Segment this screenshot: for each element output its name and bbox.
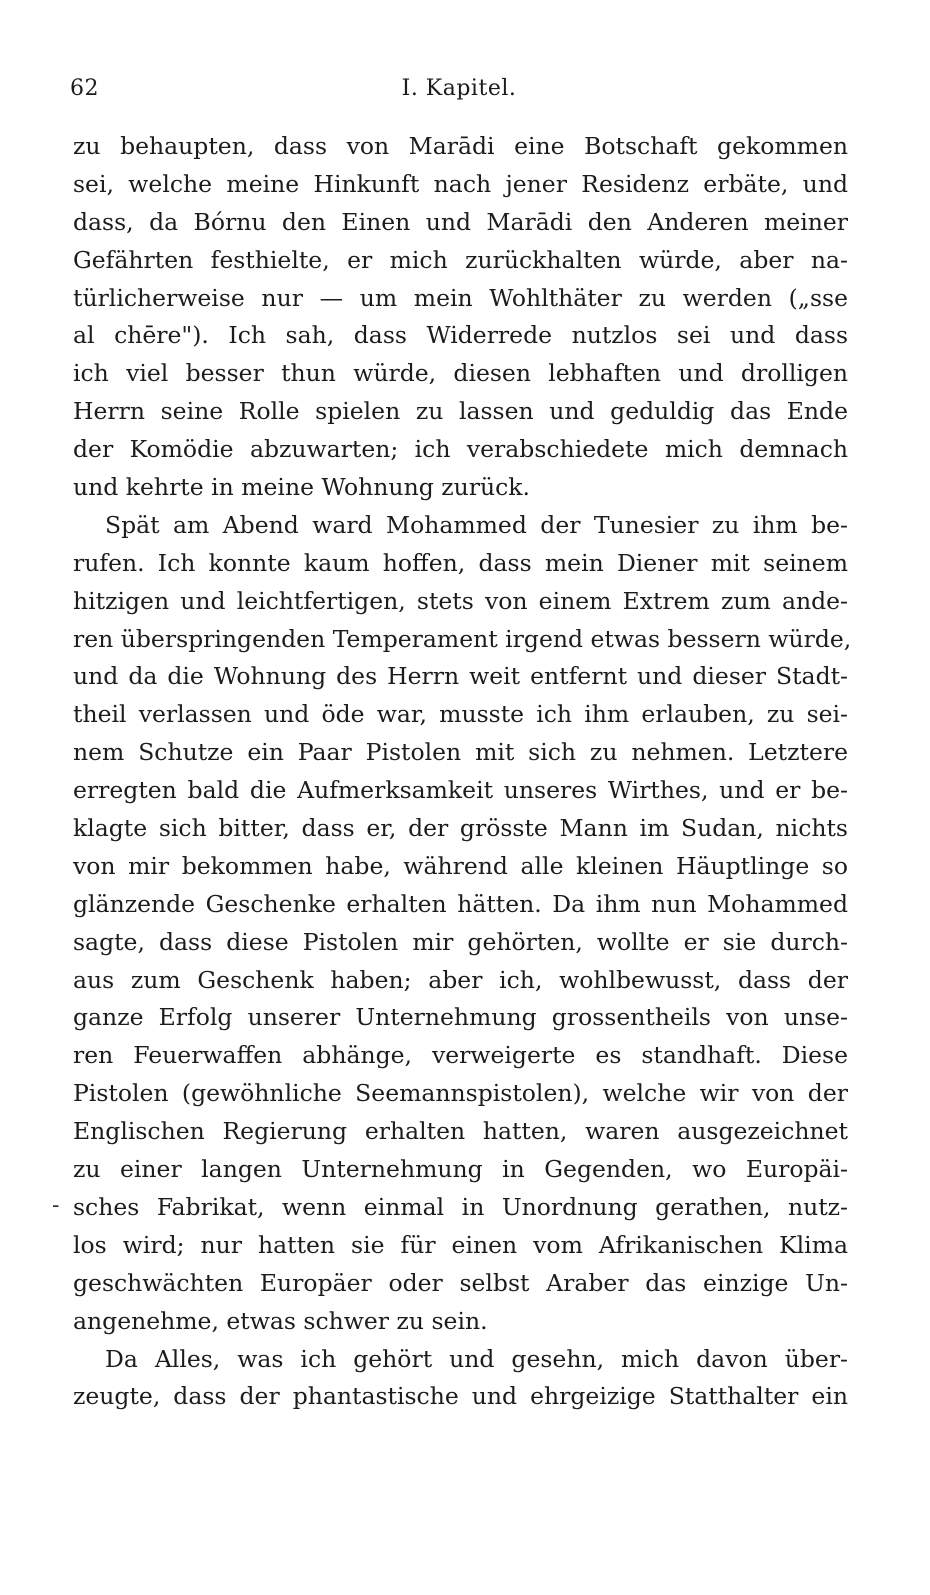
text-line: Da Alles, was ich gehört und gesehn, mich davon über-	[105, 1344, 848, 1373]
text-line: Spät am Abend ward Mohammed der Tunesier zu ihm be-	[105, 510, 848, 539]
text-line: türlicherweise nur — um mein Wohlthäter zu werden („sse	[73, 283, 848, 312]
text-line: sei, welche meine Hinkunft nach jener Residenz erbäte, und	[73, 169, 848, 198]
text-line: theil verlassen und öde war, musste ich ihm erlauben, zu sei-	[73, 700, 848, 729]
text-line: geschwächten Europäer oder selbst Araber das einzige Un-	[73, 1268, 848, 1297]
text-line: Pistolen (gewöhnliche Seemannspistolen), welche wir von der	[73, 1079, 848, 1108]
paragraph-3	[73, 1341, 848, 1417]
text-line: dass, da Bórnu den Einen und Marādi den Anderen meiner	[73, 207, 848, 236]
text-line: rufen. Ich konnte kaum hoffen, dass mein Diener mit seinem	[73, 548, 848, 577]
text-line: Gefährten festhielte, er mich zurückhalten würde, aber na-	[73, 245, 848, 274]
text-line: von mir bekommen habe, während alle kleinen Häuptlinge so	[73, 851, 848, 880]
paragraph-2	[73, 507, 852, 1341]
page-number: 62	[70, 76, 99, 101]
text-line: glänzende Geschenke erhalten hätten. Da ihm nun Mohammed	[73, 889, 848, 918]
text-line: aus zum Geschenk haben; aber ich, wohlbewusst, dass der	[73, 965, 848, 994]
text-line: los wird; nur hatten sie für einen vom Afrikanischen Klima	[73, 1230, 848, 1259]
text-line: ren überspringenden Temperament irgend etwas bessern würde,	[73, 624, 852, 653]
paragraph-1	[73, 128, 848, 507]
text-line: nem Schutze ein Paar Pistolen mit sich zu nehmen. Letztere	[73, 738, 848, 767]
text-line: zu behaupten, dass von Marādi eine Botschaft gekommen	[73, 132, 848, 160]
text-line: ich viel besser thun würde, diesen lebhaften und drolligen	[73, 359, 848, 388]
running-head	[70, 76, 848, 104]
text-line: klagte sich bitter, dass er, der grösste Mann im Sudan, nichts	[73, 814, 848, 843]
text-line: erregten bald die Aufmerksamkeit unseres Wirthes, und er be-	[73, 776, 848, 805]
text-line: zu einer langen Unternehmung in Gegenden, wo Europäi-	[73, 1155, 848, 1184]
text-line: und da die Wohnung des Herrn weit entfernt und dieser Stadt-	[73, 662, 848, 691]
text-line: sagte, dass diese Pistolen mir gehörten, wollte er sie durch-	[73, 927, 848, 956]
text-line: sches Fabrikat, wenn einmal in Unordnung gerathen, nutz-	[73, 1192, 848, 1221]
text-line: al chēre"). Ich sah, dass Widerrede nutzlos sei und dass	[73, 321, 848, 350]
text-line: Herrn seine Rolle spielen zu lassen und geduldig das Ende	[73, 397, 848, 426]
text-line: hitzigen und leichtfertigen, stets von einem Extrem zum ande-	[73, 586, 848, 615]
text-line: und kehrte in meine Wohnung zurück.	[73, 473, 530, 502]
text-line: ganze Erfolg unserer Unternehmung grossentheils von unse-	[73, 1003, 848, 1032]
margin-mark: -	[52, 1193, 60, 1218]
text-line: zeugte, dass der phantastische und ehrgeizige Statthalter ein	[73, 1382, 848, 1411]
text-line: der Komödie abzuwarten; ich verabschiedete mich demnach	[73, 435, 848, 464]
text-line: ren Feuerwaffen abhänge, verweigerte es standhaft. Diese	[73, 1041, 848, 1070]
text-line: Englischen Regierung erhalten hatten, waren ausgezeichnet	[73, 1117, 848, 1146]
text-line: angenehme, etwas schwer zu sein.	[73, 1306, 488, 1335]
body-text	[73, 128, 852, 1416]
chapter-title: I. Kapitel.	[401, 76, 517, 101]
